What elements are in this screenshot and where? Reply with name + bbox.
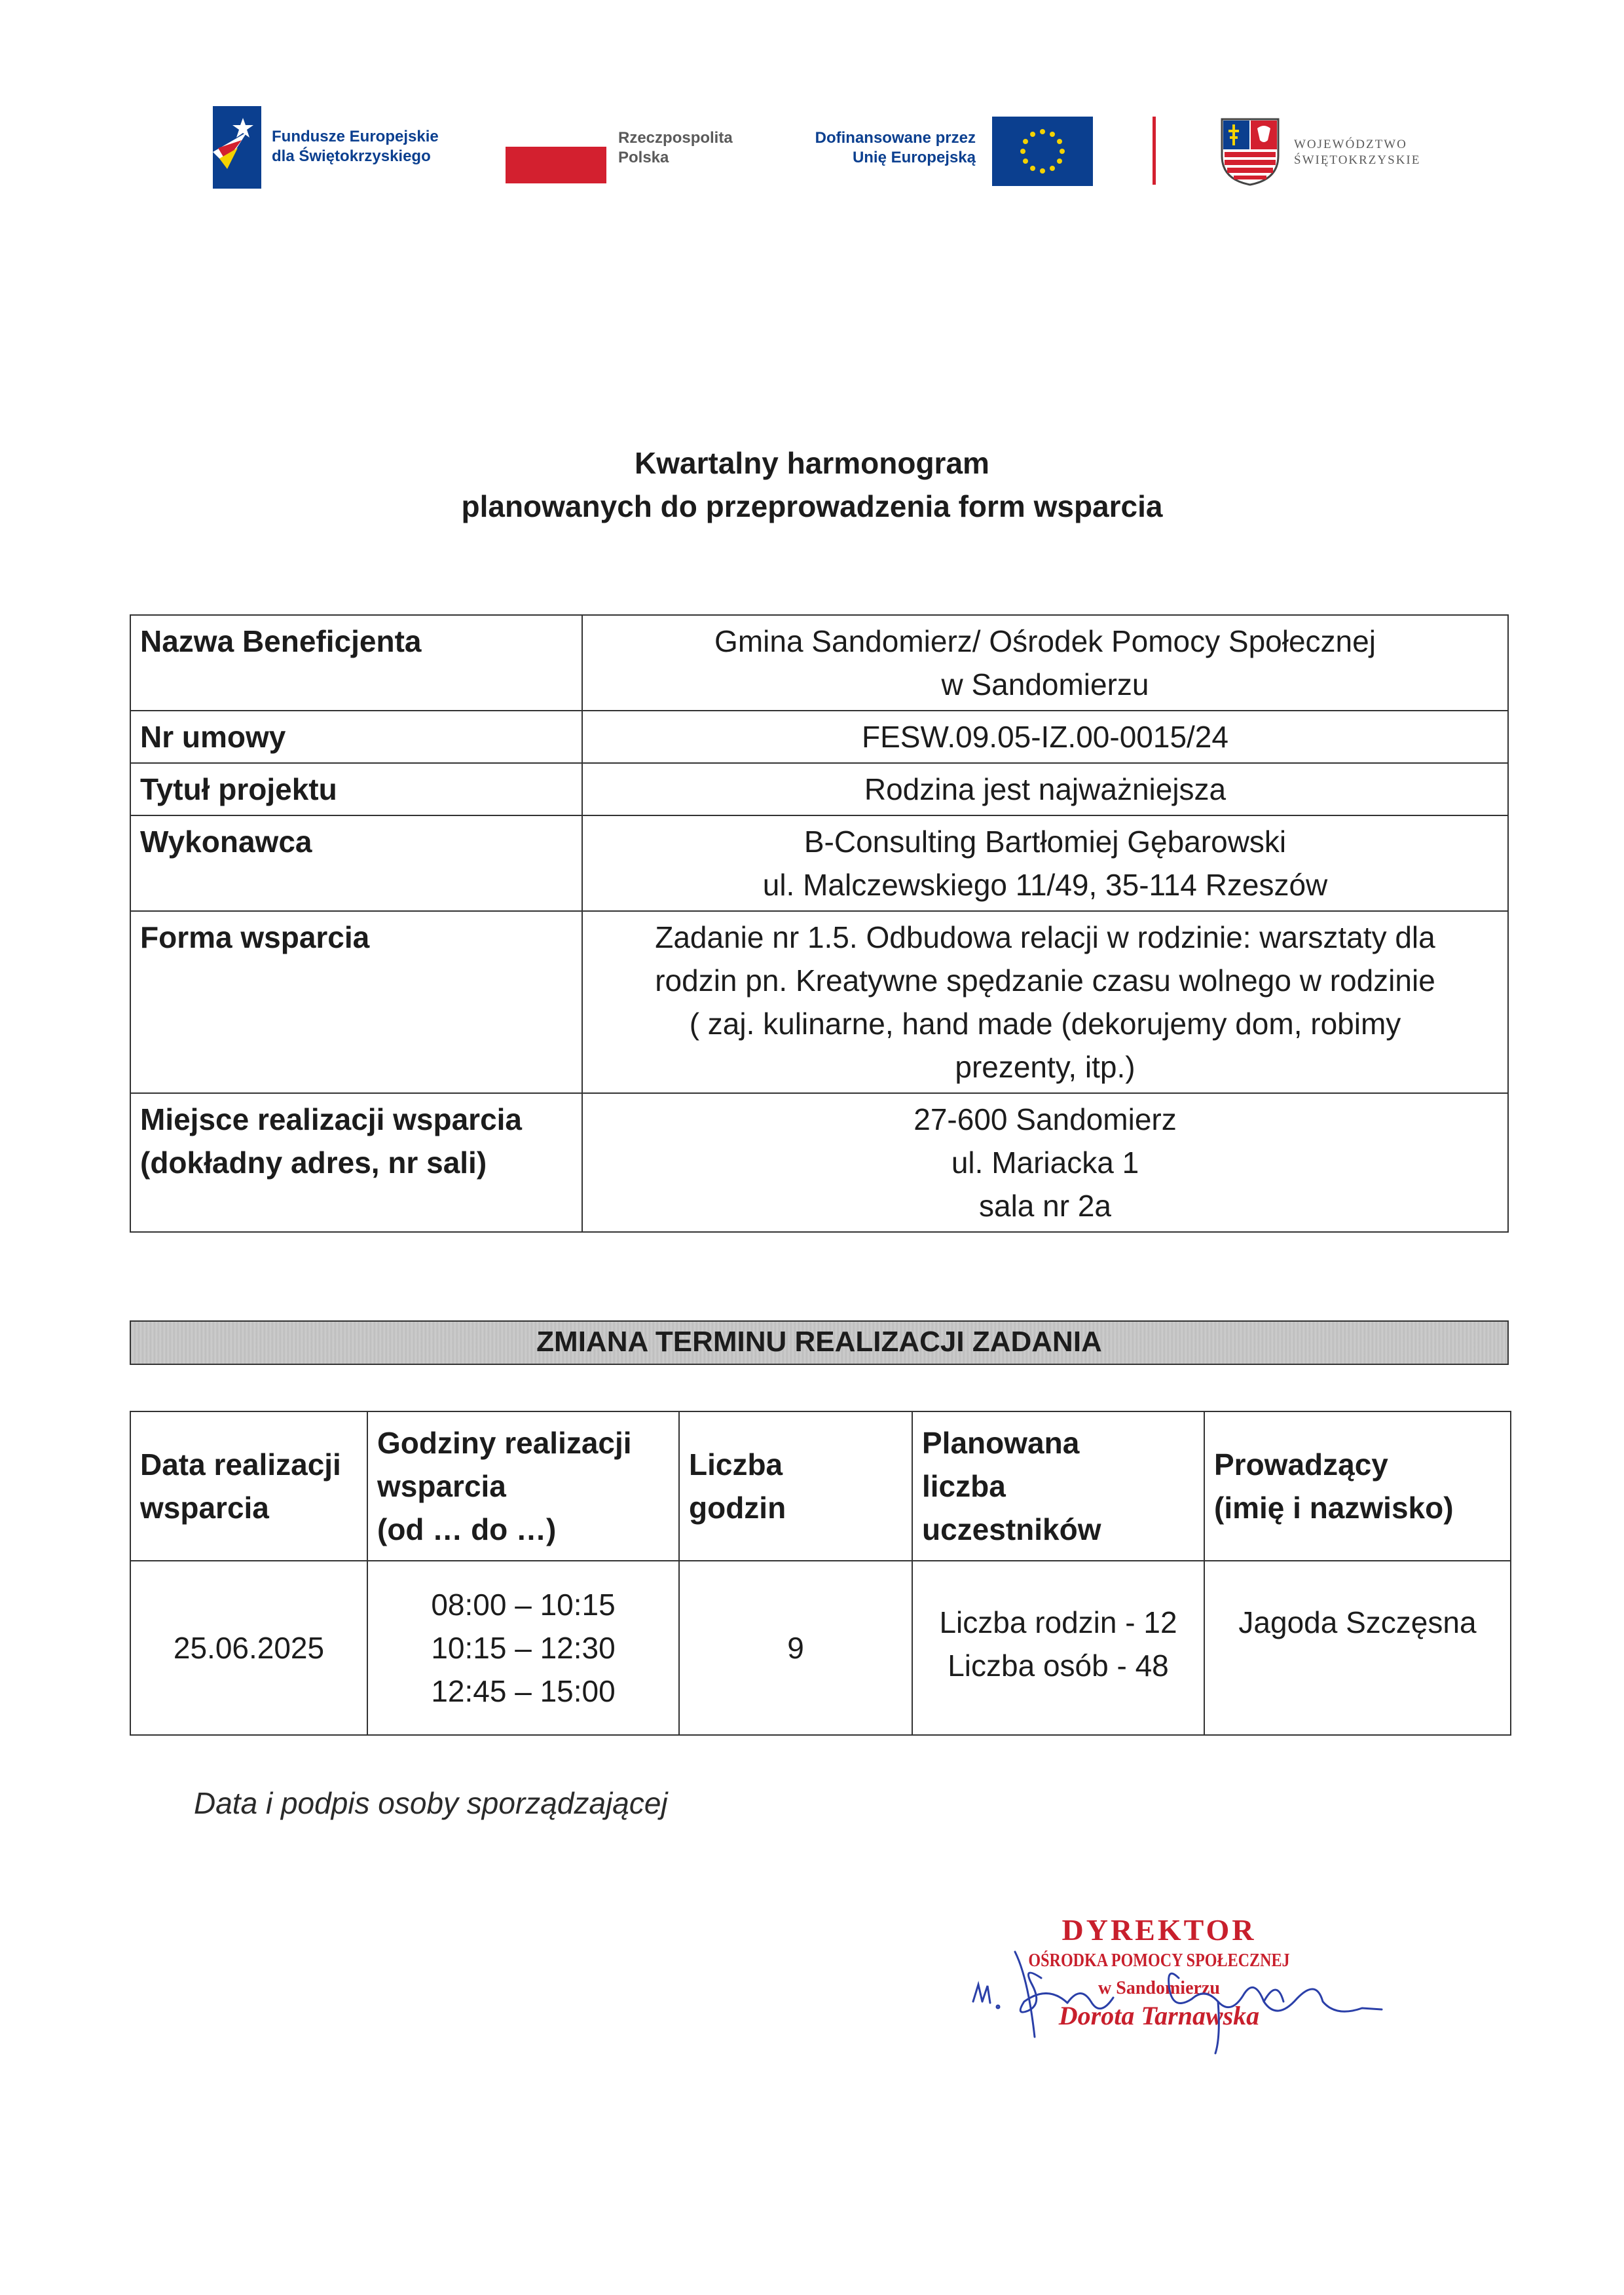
ue-logo-line2: Unię Europejską	[852, 149, 976, 166]
table-row	[130, 763, 1508, 815]
participants-cell	[912, 1561, 1204, 1735]
value-line: FESW.09.05-IZ.00-0015/24	[862, 720, 1228, 754]
hours-line: 08:00 – 10:15	[431, 1588, 616, 1622]
stamp-institution: OŚRODKA POMOCY SPOŁECZNEJ	[1028, 1950, 1290, 1971]
handwritten-signature-icon	[969, 1939, 1388, 2057]
row-label: Nr umowy	[130, 711, 582, 763]
row-label	[130, 1093, 582, 1232]
fundusze-europejskie-logo-icon	[213, 106, 261, 189]
header-line: uczestników	[922, 1512, 1101, 1546]
swietokrzyskie-coat-of-arms-icon	[1219, 117, 1281, 186]
value-line: Rodzina jest najważniejsza	[864, 772, 1227, 806]
label-line: Miejsce realizacji wsparcia	[140, 1102, 523, 1136]
document-title-line1: Kwartalny harmonogram	[635, 446, 989, 480]
row-label: Tytuł projektu	[130, 763, 582, 815]
header-line: (imię i nazwisko)	[1214, 1491, 1454, 1525]
row-value	[582, 815, 1508, 911]
header-line: liczba	[922, 1469, 1006, 1503]
table-header-row	[130, 1411, 1511, 1561]
hours-line: 12:45 – 15:00	[431, 1674, 616, 1708]
schedule-table	[130, 1411, 1511, 1736]
row-value	[582, 1093, 1508, 1232]
stamp-title: DYREKTOR	[1061, 1913, 1257, 1947]
rp-logo-line2: Polska	[618, 149, 669, 166]
row-label: Nazwa Beneficjenta	[130, 615, 582, 711]
fe-logo-line2: dla Świętokrzyskiego	[272, 147, 431, 165]
value-line: sala nr 2a	[978, 1189, 1111, 1223]
stamp-name: Dorota Tarnawska	[1058, 2001, 1260, 2030]
header-line: Planowana	[922, 1426, 1080, 1460]
column-header-participants	[912, 1411, 1204, 1561]
header-line: wsparcia	[140, 1491, 269, 1525]
row-value	[582, 763, 1508, 815]
value-line: rodzin pn. Kreatywne spędzanie czasu wolnego w rodzinie	[655, 963, 1435, 998]
value-line: Zadanie nr 1.5. Odbudowa relacji w rodzinie: warsztaty dla	[655, 920, 1435, 954]
ws-logo-line2: ŚWIĘTOKRZYSKIE	[1294, 153, 1421, 167]
ue-logo-line1: Dofinansowane przez	[815, 129, 976, 147]
table-row	[130, 1093, 1508, 1232]
value-line: w Sandomierzu	[941, 667, 1149, 701]
table-row	[130, 815, 1508, 911]
section-banner: ZMIANA TERMINU REALIZACJI ZADANIA	[130, 1320, 1509, 1365]
row-label: Wykonawca	[130, 815, 582, 911]
header-line: Liczba	[689, 1447, 783, 1482]
column-header-date	[130, 1411, 367, 1561]
hours-cell	[367, 1561, 679, 1735]
beneficiary-info-table	[130, 614, 1509, 1233]
value-line: ul. Mariacka 1	[951, 1146, 1139, 1180]
hour-count-cell: 9	[679, 1561, 912, 1735]
row-value	[582, 711, 1508, 763]
rp-logo-line1: Rzeczpospolita	[618, 129, 733, 147]
participants-line: Liczba osób - 48	[948, 1649, 1169, 1683]
row-value	[582, 911, 1508, 1093]
value-line: Gmina Sandomierz/ Ośrodek Pomocy Społecznej	[714, 624, 1376, 658]
row-value	[582, 615, 1508, 711]
hours-line: 10:15 – 12:30	[431, 1631, 616, 1665]
ws-logo-line1: WOJEWÓDZTWO	[1294, 138, 1407, 151]
value-line: prezenty, itp.)	[955, 1050, 1135, 1084]
table-row	[130, 1561, 1511, 1735]
director-stamp	[956, 1912, 1414, 2083]
column-header-hour-count	[679, 1411, 912, 1561]
column-header-hours	[367, 1411, 679, 1561]
header-line: Godziny realizacji	[377, 1426, 632, 1460]
value-line: ( zaj. kulinarne, hand made (dekorujemy dom, robimy	[689, 1007, 1401, 1041]
leader-cell: Jagoda Szczęsna	[1204, 1561, 1511, 1735]
header-line: Prowadzący	[1214, 1447, 1388, 1482]
polish-flag-icon	[506, 147, 606, 183]
header-line: wsparcia	[377, 1469, 506, 1503]
document-title-line2: planowanych do przeprowadzenia form wsparcia	[461, 489, 1163, 523]
date-cell: 25.06.2025	[130, 1561, 367, 1735]
row-label: Forma wsparcia	[130, 911, 582, 1093]
header-line: godzin	[689, 1491, 786, 1525]
stamp-city: w Sandomierzu	[1098, 1978, 1220, 1998]
table-row	[130, 711, 1508, 763]
value-line: B-Consulting Bartłomiej Gębarowski	[803, 825, 1287, 859]
header-line: Data realizacji	[140, 1447, 341, 1482]
value-line: 27-600 Sandomierz	[913, 1102, 1177, 1136]
participants-line: Liczba rodzin - 12	[939, 1605, 1177, 1639]
fe-logo-line1: Fundusze Europejskie	[272, 128, 439, 145]
label-line: (dokładny adres, nr sali)	[140, 1146, 487, 1180]
header-line: (od … do …)	[377, 1512, 557, 1546]
table-row	[130, 615, 1508, 711]
eu-flag-icon	[992, 117, 1093, 186]
logo-header	[0, 0, 1624, 210]
logo-separator	[1153, 117, 1156, 185]
column-header-leader	[1204, 1411, 1511, 1561]
table-row	[130, 911, 1508, 1093]
value-line: ul. Malczewskiego 11/49, 35-114 Rzeszów	[762, 868, 1328, 902]
signature-caption: Data i podpis osoby sporządzającej	[194, 1786, 668, 1820]
